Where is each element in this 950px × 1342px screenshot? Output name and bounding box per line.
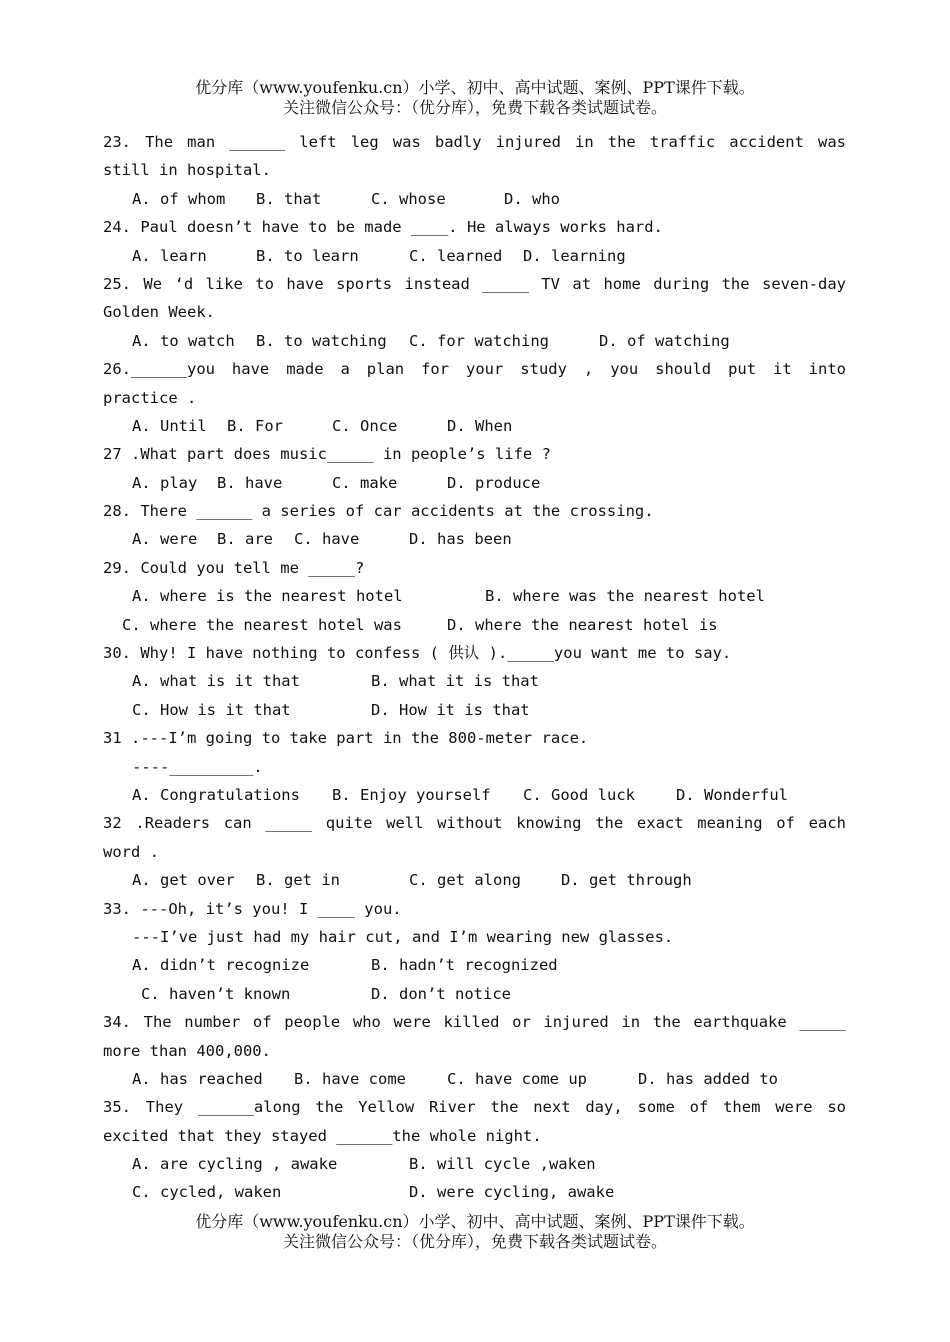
answer-option-c: C. where the nearest hotel was <box>122 615 402 634</box>
answer-option-a: A. were <box>132 530 198 549</box>
answer-option-a: A. are cycling , awake <box>132 1155 338 1174</box>
question-stem-line: 23. The man ______ left leg was badly injured in the traffic accident was <box>103 133 846 151</box>
answer-option-a: A. has reached <box>132 1069 263 1088</box>
answer-option-b: B. hadn’t recognized <box>371 956 558 975</box>
option-row <box>103 951 846 979</box>
answer-option-d: D. learning <box>523 246 626 265</box>
answer-option-d: D. Wonderful <box>676 785 788 804</box>
answer-option-b: B. where was the nearest hotel <box>485 587 765 606</box>
question-31 <box>103 724 846 809</box>
answer-option-a: A. Congratulations <box>132 785 300 804</box>
option-row <box>103 866 846 894</box>
answer-option-b: B. are <box>217 530 273 549</box>
question-stem-line: 31 .---I’m going to take part in the 800-meter race. <box>103 729 589 748</box>
option-row <box>103 1150 846 1178</box>
answer-option-c: C. whose <box>371 189 446 208</box>
answer-option-d: D. has been <box>409 530 512 549</box>
question-stem-line: still in hospital. <box>103 161 271 180</box>
question-stem-line: 28. There ______ a series of car accidents at the crossing. <box>103 502 654 521</box>
question-33 <box>103 895 846 1009</box>
answer-option-d: D. has added to <box>638 1069 778 1088</box>
option-row <box>103 696 846 724</box>
option-row <box>103 781 846 809</box>
question-29 <box>103 554 846 639</box>
question-35 <box>103 1093 846 1207</box>
question-stem-line: excited that they stayed ______the whole night. <box>103 1126 542 1145</box>
question-stem-line: 35. They ______along the Yellow River the next day, some of them were so <box>103 1098 846 1117</box>
question-stem-line: Golden Week. <box>103 303 215 322</box>
answer-option-d: D. How it is that <box>371 700 530 719</box>
question-32 <box>103 809 846 894</box>
question-34 <box>103 1008 846 1093</box>
answer-option-a: A. Until <box>132 416 207 435</box>
answer-option-b: B. will cycle ,waken <box>409 1155 596 1174</box>
page-footer <box>0 1212 950 1252</box>
question-stem-line: 25. We ‘d like to have sports instead _____ TV at home during the seven-day <box>103 274 846 293</box>
answer-option-c: C. cycled, waken <box>132 1183 282 1202</box>
header-line-2: 关注微信公众号：（优分库），免费下载各类试题试卷。 <box>282 98 667 117</box>
answer-option-c: C. get along <box>409 871 521 890</box>
answer-option-d: D. get through <box>561 871 692 890</box>
question-27 <box>103 440 846 497</box>
answer-option-a: A. what is it that <box>132 672 300 691</box>
answer-option-c: C. learned <box>409 246 503 265</box>
answer-option-a: A. learn <box>132 246 207 265</box>
answer-option-b: B. have come <box>294 1069 406 1088</box>
answer-option-b: B. to learn <box>256 246 359 265</box>
option-row <box>103 525 846 553</box>
answer-option-d: D. don’t notice <box>371 984 511 1003</box>
answer-option-c: C. Good luck <box>523 785 635 804</box>
answer-option-a: A. to watch <box>132 331 235 350</box>
answer-option-c: C. haven’t known <box>141 984 291 1003</box>
question-stem-line: ---I’ve just had my hair cut, and I’m wearing new glasses. <box>132 927 674 946</box>
answer-option-a: A. play <box>132 473 198 492</box>
question-list <box>103 128 846 1207</box>
question-stem-line: 32 .Readers can _____ quite well without knowing the exact meaning of each <box>103 814 846 833</box>
question-stem-line: 27 .What part does music_____ in people’s life ? <box>103 445 551 464</box>
answer-option-d: D. produce <box>447 473 541 492</box>
question-24 <box>103 213 846 270</box>
answer-option-c: C. How is it that <box>132 700 291 719</box>
option-row <box>103 980 846 1008</box>
answer-option-d: D. were cycling, awake <box>409 1183 615 1202</box>
option-row <box>103 611 846 639</box>
question-stem-line: word . <box>103 842 159 861</box>
question-stem-line: 33. ---Oh, it’s you! I ____ you. <box>103 899 402 918</box>
answer-option-b: B. what it is that <box>371 672 539 691</box>
option-row <box>103 327 846 355</box>
question-28 <box>103 497 846 554</box>
answer-option-c: C. have <box>294 530 360 549</box>
answer-option-a: A. where is the nearest hotel <box>132 587 403 606</box>
option-row <box>103 469 846 497</box>
answer-option-c: C. for watching <box>409 331 549 350</box>
answer-option-b: B. get in <box>256 871 340 890</box>
option-row <box>103 185 846 213</box>
question-stem-line: practice . <box>103 388 197 407</box>
answer-option-d: D. where the nearest hotel is <box>447 615 718 634</box>
question-stem-line: 24. Paul doesn’t have to be made ____. He always works hard. <box>103 218 663 237</box>
question-stem-line: more than 400,000. <box>103 1041 271 1060</box>
answer-option-a: A. get over <box>132 871 235 890</box>
option-row <box>103 1178 846 1206</box>
answer-option-b: B. Enjoy yourself <box>332 785 491 804</box>
question-26 <box>103 355 846 440</box>
question-stem-line: 30. Why! I have nothing to confess ( 供认 )._____you want me to say. <box>103 644 732 663</box>
answer-option-a: A. didn’t recognize <box>132 956 310 975</box>
question-25 <box>103 270 846 355</box>
question-23 <box>103 128 846 213</box>
question-stem-line: 29. Could you tell me _____? <box>103 558 365 577</box>
page-header <box>0 78 950 118</box>
question-stem-line: ----_________. <box>132 757 263 776</box>
question-stem-line: 34. The number of people who were killed or injured in the earthquake _____ <box>103 1013 846 1032</box>
answer-option-b: B. For <box>227 416 283 435</box>
answer-option-d: D. who <box>504 189 560 208</box>
answer-option-a: A. of whom <box>132 189 226 208</box>
answer-option-d: D. When <box>447 416 513 435</box>
question-30 <box>103 639 846 724</box>
option-row <box>103 412 846 440</box>
answer-option-c: C. have come up <box>447 1069 587 1088</box>
answer-option-b: B. to watching <box>256 331 387 350</box>
answer-option-c: C. Once <box>332 416 398 435</box>
option-row <box>103 582 846 610</box>
answer-option-c: C. make <box>332 473 398 492</box>
answer-option-d: D. of watching <box>599 331 730 350</box>
footer-line-2: 关注微信公众号：（优分库），免费下载各类试题试卷。 <box>282 1232 667 1251</box>
option-row <box>103 1065 846 1093</box>
option-row <box>103 667 846 695</box>
footer-line-1: 优分库（www.youfenku.cn）小学、初中、高中试题、案例、PPT课件下载。 <box>195 1212 755 1231</box>
answer-option-b: B. have <box>217 473 283 492</box>
answer-option-b: B. that <box>256 189 322 208</box>
header-line-1: 优分库（www.youfenku.cn）小学、初中、高中试题、案例、PPT课件下载。 <box>195 78 755 97</box>
question-stem-line: 26.______you have made a plan for your study , you should put it into <box>103 360 846 379</box>
option-row <box>103 242 846 270</box>
